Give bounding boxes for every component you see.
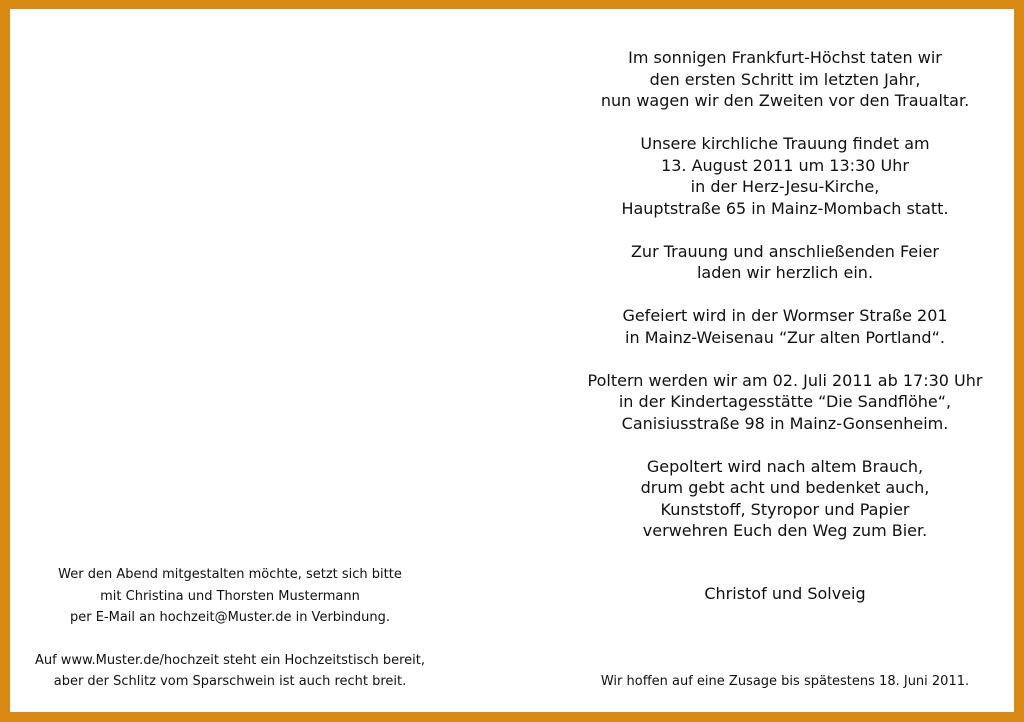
- text-line: Poltern werden wir am 02. Juli 2011 ab 17:30 Uhr: [587, 370, 983, 390]
- text-line: Im sonnigen Frankfurt-Höchst taten wir: [628, 48, 942, 67]
- text-line: Zur Trauung und anschließenden Feier: [630, 241, 940, 261]
- paragraph-invitation: [565, 241, 1005, 284]
- text-line: Wer den Abend mitgestalten möchte, setzt sich bitte: [58, 567, 402, 582]
- text-line: den ersten Schritt im letzten Jahr,: [649, 69, 921, 89]
- text-line: Kunststoff, Styropor und Papier: [660, 499, 910, 519]
- paragraph-contact: [20, 564, 440, 629]
- text-line: in Mainz-Weisenau “Zur alten Portland“.: [625, 327, 945, 347]
- invitation-card: [10, 9, 1014, 712]
- text-line: Auf www.Muster.de/hochzeit steht ein Hochzeitstisch bereit,: [34, 652, 426, 668]
- text-line: verwehren Euch den Weg zum Bier.: [642, 521, 928, 540]
- rsvp-note: Wir hoffen auf eine Zusage bis spätestens 18. Juni 2011.: [600, 674, 970, 689]
- text-line: nun wagen wir den Zweiten vor den Traualtar.: [600, 91, 970, 110]
- paragraph-intro: [565, 47, 1005, 112]
- text-line: Canisiusstraße 98 in Mainz-Gonsenheim.: [621, 413, 949, 433]
- paragraph-gift-table: [20, 650, 440, 693]
- text-line: aber der Schlitz vom Sparschwein ist auch recht breit.: [53, 674, 407, 689]
- paragraph-ceremony: [565, 133, 1005, 219]
- left-note: [20, 564, 440, 714]
- text-line: in der Herz-Jesu-Kirche,: [690, 177, 880, 196]
- text-line: Gepoltert wird nach altem Brauch,: [646, 456, 924, 476]
- signature: Christof und Solveig: [704, 584, 866, 603]
- text-line: Hauptstraße 65 in Mainz-Mombach statt.: [621, 198, 949, 218]
- text-line: laden wir herzlich ein.: [696, 263, 874, 282]
- paragraph-poem: [565, 456, 1005, 542]
- text-line: drum gebt acht und bedenket auch,: [640, 478, 930, 497]
- paragraph-polterabend: [565, 370, 1005, 435]
- text-line: in der Kindertagesstätte “Die Sandflöhe“,: [618, 392, 952, 411]
- text-line: mit Christina und Thorsten Mustermann: [100, 588, 360, 604]
- text-line: Unsere kirchliche Trauung findet am: [640, 134, 930, 153]
- text-line: 13. August 2011 um 13:30 Uhr: [661, 155, 909, 175]
- invitation-text: [565, 47, 1005, 563]
- paragraph-party-venue: [565, 305, 1005, 348]
- text-line: per E-Mail an hochzeit@Muster.de in Verbindung.: [69, 610, 391, 625]
- text-line: Gefeiert wird in der Wormser Straße 201: [622, 306, 948, 325]
